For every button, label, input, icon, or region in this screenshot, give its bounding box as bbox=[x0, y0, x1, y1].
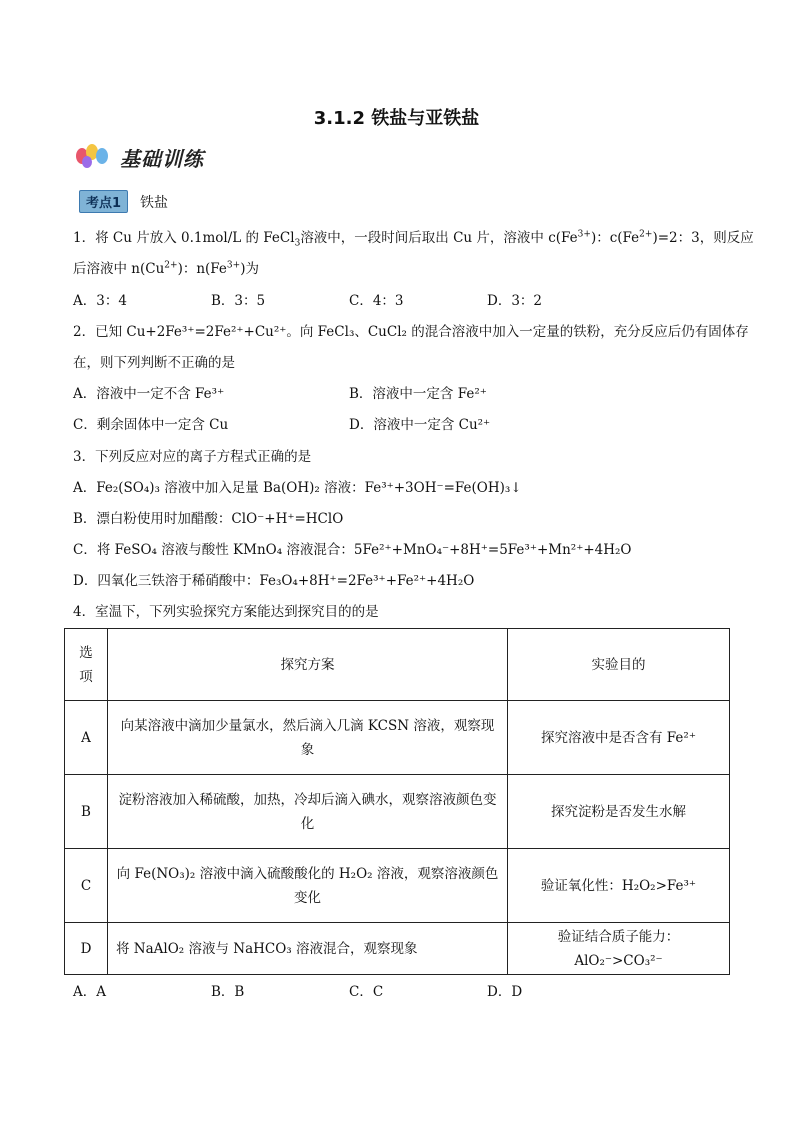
q4-table bbox=[64, 628, 730, 975]
row-goal: 探究溶液中是否含有 Fe²⁺ bbox=[508, 701, 730, 775]
q3-stem: 3．下列反应对应的离子方程式正确的是 bbox=[73, 449, 312, 465]
row-plan: 向 Fe(NO₃)₂ 溶液中滴入硫酸酸化的 H₂O₂ 溶液，观察溶液颜色变化 bbox=[108, 849, 508, 923]
q3-option-b: B．漂白粉使用时加醋酸：ClO⁻+H⁺=HClO bbox=[73, 511, 344, 527]
q3-option-c: C．将 FeSO₄ 溶液与酸性 KMnO₄ 溶液混合：5Fe²⁺+MnO₄⁻+8H⁺=5Fe³⁺+Mn²⁺+4H₂O bbox=[73, 542, 632, 558]
banner-text: 基础训练 bbox=[120, 146, 204, 171]
row-option: D bbox=[65, 923, 108, 975]
q1-line1: 1．将 Cu 片放入 0.1mol/L 的 FeCl$_3$溶液中，一段时间后取出 Cu 片，溶液中 $c(Fe^{3+})$：$c(Fe^{2+})=2$：3，则反应 bbox=[73, 229, 754, 249]
row-option: C bbox=[65, 849, 108, 923]
q2-option-d: D．溶液中一定含 Cu²⁺ bbox=[349, 417, 491, 433]
q4-option-a: A．A bbox=[73, 984, 106, 1000]
topic-badge: 考点1 bbox=[79, 190, 128, 213]
q1-line2: 后溶液中 $n(Cu^{2+})$：$n(Fe^{3+})$为 bbox=[73, 260, 259, 277]
q3-option-a: A．Fe₂(SO₄)₃ 溶液中加入足量 Ba(OH)₂ 溶液：Fe³⁺+3OH⁻=Fe(OH)₃↓ bbox=[73, 480, 522, 496]
row-goal: 验证结合质子能力：AlO₂⁻>CO₃²⁻ bbox=[508, 923, 730, 975]
row-option: A bbox=[65, 701, 108, 775]
row-option: B bbox=[65, 775, 108, 849]
topic-header bbox=[79, 190, 168, 213]
table-row bbox=[65, 775, 730, 849]
row-goal: 验证氧化性：H₂O₂>Fe³⁺ bbox=[508, 849, 730, 923]
q4-stem: 4．室温下，下列实验探究方案能达到探究目的的是 bbox=[73, 604, 379, 620]
row-plan: 淀粉溶液加入稀硫酸，加热，冷却后滴入碘水，观察溶液颜色变化 bbox=[108, 775, 508, 849]
balloons-icon bbox=[74, 142, 114, 172]
header-goal: 实验目的 bbox=[508, 629, 730, 701]
table-row bbox=[65, 849, 730, 923]
q1-option-c: C．4：3 bbox=[349, 293, 404, 309]
q1-option-d: D．3：2 bbox=[487, 293, 543, 309]
q4-option-d: D．D bbox=[487, 984, 523, 1000]
header-plan: 探究方案 bbox=[108, 629, 508, 701]
q2-option-c: C．剩余固体中一定含 Cu bbox=[73, 417, 229, 433]
table-row bbox=[65, 701, 730, 775]
table-row bbox=[65, 923, 730, 975]
q3-option-d: D．四氧化三铁溶于稀硝酸中：Fe₃O₄+8H⁺=2Fe³⁺+Fe²⁺+4H₂O bbox=[73, 573, 475, 589]
row-goal: 探究淀粉是否发生水解 bbox=[508, 775, 730, 849]
q1-option-a: A．3：4 bbox=[73, 293, 127, 309]
table-header-row bbox=[65, 629, 730, 701]
row-plan: 向某溶液中滴加少量氯水，然后滴入几滴 KCSN 溶液，观察现象 bbox=[108, 701, 508, 775]
q2-option-b: B．溶液中一定含 Fe²⁺ bbox=[349, 386, 487, 402]
q4-option-c: C．C bbox=[349, 984, 384, 1000]
q4-option-b: B．B bbox=[211, 984, 245, 1000]
q2-line1: 2．已知 Cu+2Fe³⁺=2Fe²⁺+Cu²⁺。向 FeCl₃、CuCl₂ 的混合溶液中加入一定量的铁粉，充分反应后仍有固体存 bbox=[73, 324, 749, 340]
section-banner bbox=[74, 140, 204, 174]
header-option: 选项 bbox=[65, 629, 108, 701]
q2-option-a: A．溶液中一定不含 Fe³⁺ bbox=[73, 386, 225, 402]
row-plan: 将 NaAlO₂ 溶液与 NaHCO₃ 溶液混合，观察现象 bbox=[108, 923, 508, 975]
topic-label: 铁盐 bbox=[140, 194, 169, 211]
page-title: 3.1.2 铁盐与亚铁盐 bbox=[313, 108, 480, 129]
q1-option-b: B．3：5 bbox=[211, 293, 266, 309]
q2-line2: 在，则下列判断不正确的是 bbox=[73, 355, 235, 371]
